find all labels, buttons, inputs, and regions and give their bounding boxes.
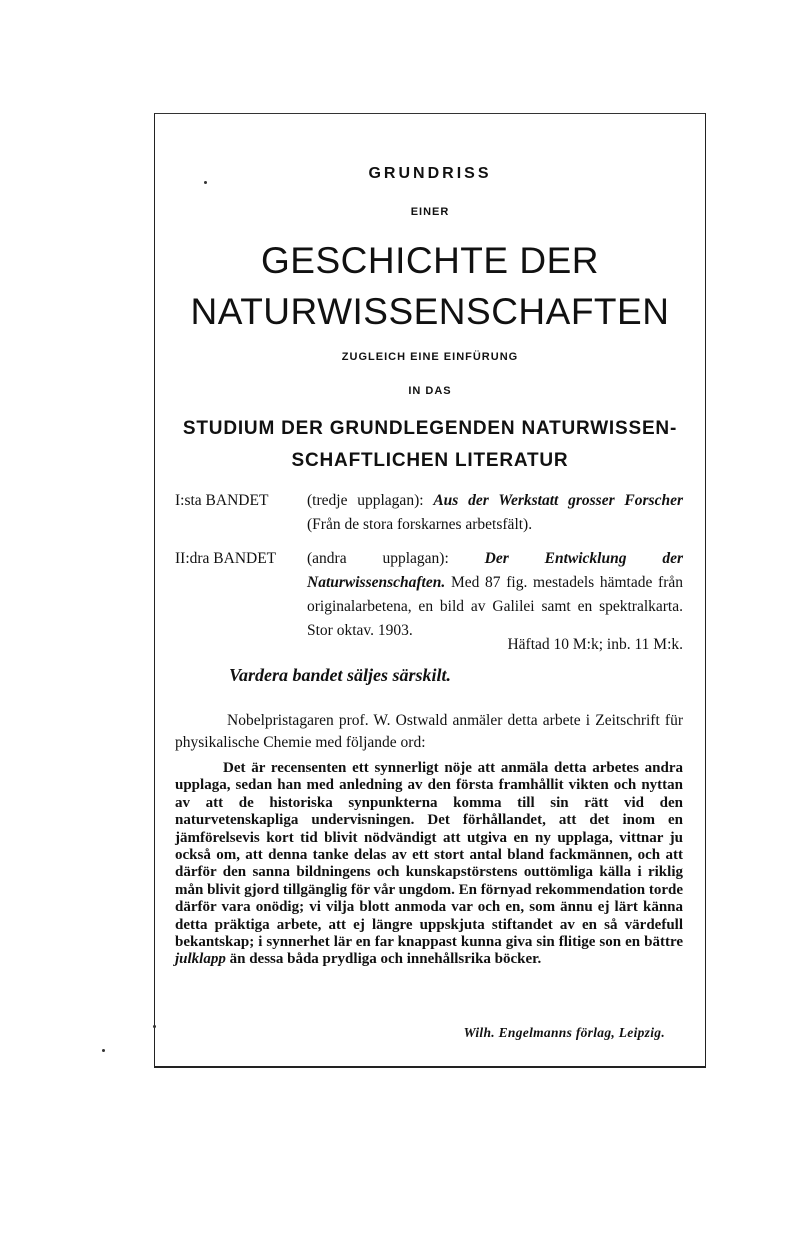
speck-mark [204,181,207,184]
price-line: Häftad 10 M:k; inb. 11 M:k. [507,636,683,653]
subtitle-studium: STUDIUM DER GRUNDLEGENDEN NATURWISSEN- [182,418,678,439]
volume-2-description: Med 87 fig. mestadels hämtade från originalarbetena, en bild av Galilei samt en spektralkarta. Stor oktav. 1903. [307,574,683,639]
volume-1-label: I:sta BANDET [175,492,269,509]
volume-1-edition: (tredje upplagan): [307,492,424,509]
subtitle-in-das: IN DAS [408,385,452,397]
volume-1-description: (Från de stora forskarnes arbetsfält). [307,516,533,533]
review-text-julklapp: julklapp [175,951,226,968]
review-intro: Nobelpristagaren prof. W. Ostwald anmäler detta arbete i Zeitschrift für physikalische Chemie med följande ord: [175,712,683,751]
review-text-end: än dessa båda prydliga och innehållsrika böcker. [229,951,542,968]
subtitle-literatur: SCHAFTLICHEN LITERATUR [291,450,569,471]
volume-2-book-title: Der Entwicklung der Naturwissenschaften. [307,550,684,591]
sold-separately-note: Vardera bandet säljes särskilt. [229,665,452,685]
speck-mark [153,1025,156,1028]
title-einer: EINER [410,206,450,218]
volume-1-text [307,489,683,537]
volume-1-book-title: Aus der Werkstatt grosser Forscher [433,492,683,509]
volume-2-label: II:dra BANDET [175,550,277,567]
subtitle-einfuerung: ZUGLEICH EINE EINFÜRUNG [341,351,519,363]
speck-mark [102,1049,105,1052]
title-geschichte: GESCHICHTE DER [261,240,599,281]
volume-2-text [307,547,683,643]
review-text-main: Det är recensenten ett synnerligt nöje att anmäla detta arbetes andra upplaga, sedan han med anledning av den första framhållit vikten och nyttan av att de historiska synpunkterna komma till sin rätt vid den naturvetenskapliga undervisningen. Det förhållandet, att det inom en jämförelsevis kort tid blivit nödvändigt att utgiva en ny upplaga, vittnar ju också om, att denna tanke delas av ett stort antal bland fackmännen, och att därför den sanna bildningens och kunskapstörstens outtömliga källa i riklig mån blivit gjord tillgänglig för vår ungdom. En förnyad rekommendation torde därför vara onödig; vi vilja blott anmoda var och en, som ännu ej lärt känna detta präktiga arbete, att ej längre uppskjuta stiftandet av en så värdefull bekantskap; i synnerhet lär en far knappast kunna giva sin flitige son en bättre [175,760,683,951]
title-naturwissenschaften: NATURWISSENSCHAFTEN [190,291,670,332]
review-text [175,760,683,969]
title-grundriss: GRUNDRISS [368,165,492,182]
volume-2-edition: (andra upplagan): [307,550,449,567]
publisher-line: Wilh. Engelmanns förlag, Leipzig. [463,1025,665,1040]
